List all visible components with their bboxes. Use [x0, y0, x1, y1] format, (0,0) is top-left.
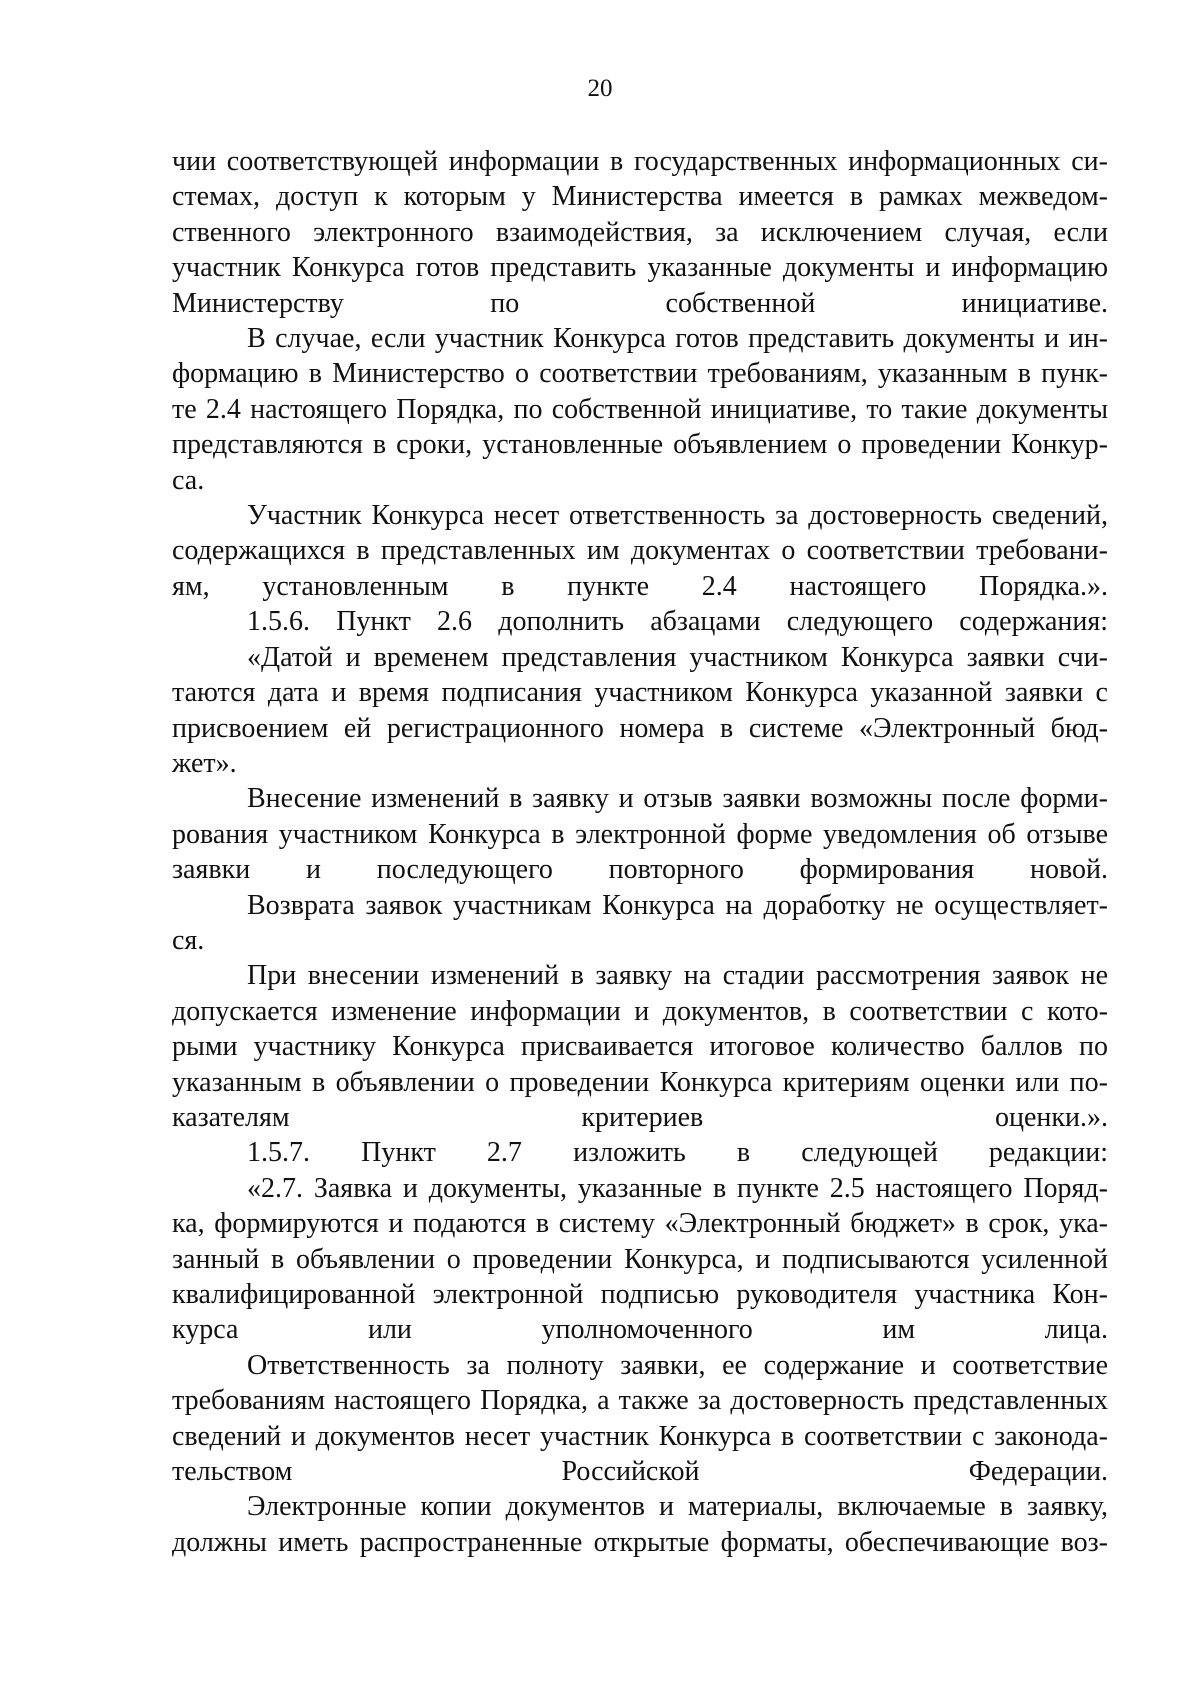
text-line: Возврата заявок участникам Конкурса на доработку не осуществляет- [247, 889, 1108, 921]
page-number: 20 [587, 75, 613, 102]
paragraph [172, 321, 1108, 498]
paragraph [172, 888, 1108, 959]
paragraph [172, 1135, 1108, 1170]
paragraph [172, 498, 1108, 604]
paragraph [172, 781, 1108, 887]
text-line: са. [172, 464, 205, 496]
paragraph [172, 958, 1108, 1135]
text-line: В случае, если участник Конкурса готов представить документы и ин- [247, 323, 1108, 355]
text-line: таются дата и время подписания участником Конкурса указанной заявки с [172, 677, 1108, 709]
text-line: «Датой и временем представления участником Конкурса заявки счи- [247, 641, 1108, 673]
text-line: тельством Российской Федерации. [172, 1456, 1108, 1488]
text-line: формацию в Министерство о соответствии требованиям, указанным в пунк- [172, 358, 1108, 390]
text-line: Участник Конкурса несет ответственность за достоверность сведений, [247, 500, 1108, 532]
text-line: 1.5.6. Пункт 2.6 дополнить абзацами следующего содержания: [247, 606, 1108, 638]
text-line: должны иметь распространенные открытые форматы, обеспечивающие воз- [172, 1526, 1108, 1558]
text-line: При внесении изменений в заявку на стадии рассмотрения заявок не [247, 960, 1108, 992]
text-line: сведений и документов несет участник Конкурса в соответствии с законода- [172, 1420, 1108, 1452]
text-line: «2.7. Заявка и документы, указанные в пункте 2.5 настоящего Поряд- [247, 1172, 1108, 1204]
text-line: Министерству по собственной инициативе. [172, 287, 1108, 319]
paragraph [172, 1489, 1108, 1560]
text-line: чии соответствующей информации в государственных информационных си- [172, 146, 1108, 177]
text-line: 1.5.7. Пункт 2.7 изложить в следующей редакции: [247, 1137, 1108, 1169]
text-line: присвоением ей регистрационного номера в системе «Электронный бюд- [172, 712, 1108, 744]
text-line: ся. [172, 924, 205, 956]
text-line: курса или уполномоченного им лица. [172, 1314, 1108, 1346]
text-line: Внесение изменений в заявку и отзыв заявки возможны после форми- [247, 783, 1108, 815]
text-line: ка, формируются и подаются в систему «Электронный бюджет» в срок, ука- [172, 1208, 1108, 1240]
text-line: представляются в сроки, установленные объявлением о проведении Конкур- [172, 429, 1108, 461]
text-line: казателям критериев оценки.». [172, 1101, 1108, 1133]
text-line: ственного электронного взаимодействия, за исключением случая, если [172, 216, 1108, 248]
text-line: занный в объявлении о проведении Конкурса, и подписываются усиленной [172, 1243, 1108, 1275]
paragraph [172, 604, 1108, 639]
text-line: участник Конкурса готов представить указанные документы и информацию [172, 252, 1108, 284]
text-line: квалифицированной электронной подписью руководителя участника Кон- [172, 1279, 1108, 1310]
text-line: рыми участнику Конкурса присваивается итоговое количество баллов по [172, 1031, 1108, 1063]
text-line: Электронные копии документов и материалы, включаемые в заявку, [247, 1491, 1108, 1523]
text-line: указанным в объявлении о проведении Конкурса критериям оценки или по- [172, 1066, 1108, 1098]
text-line: заявки и последующего повторного формирования новой. [172, 854, 1108, 886]
text-line: содержащихся в представленных им документах о соответствии требовани- [172, 535, 1108, 567]
text-line: допускается изменение информации и документов, в соответствии с кото- [172, 995, 1108, 1027]
paragraph [172, 1171, 1108, 1348]
body-text [172, 144, 1108, 1560]
text-line: рования участником Конкурса в электронной форме уведомления об отзыве [172, 818, 1108, 850]
text-line: те 2.4 настоящего Порядка, по собственной инициативе, то такие документы [172, 393, 1108, 425]
text-line: требованиям настоящего Порядка, а также за достоверность представленных [172, 1385, 1108, 1417]
text-line: ям, установленным в пункте 2.4 настоящего Порядка.». [172, 570, 1108, 602]
paragraph [172, 1348, 1108, 1490]
text-line: стемах, доступ к которым у Министерства имеется в рамках межведом- [172, 181, 1108, 213]
paragraph [172, 640, 1108, 782]
text-line: жет». [172, 747, 237, 779]
paragraph [172, 144, 1108, 321]
text-line: Ответственность за полноту заявки, ее содержание и соответствие [247, 1349, 1108, 1381]
